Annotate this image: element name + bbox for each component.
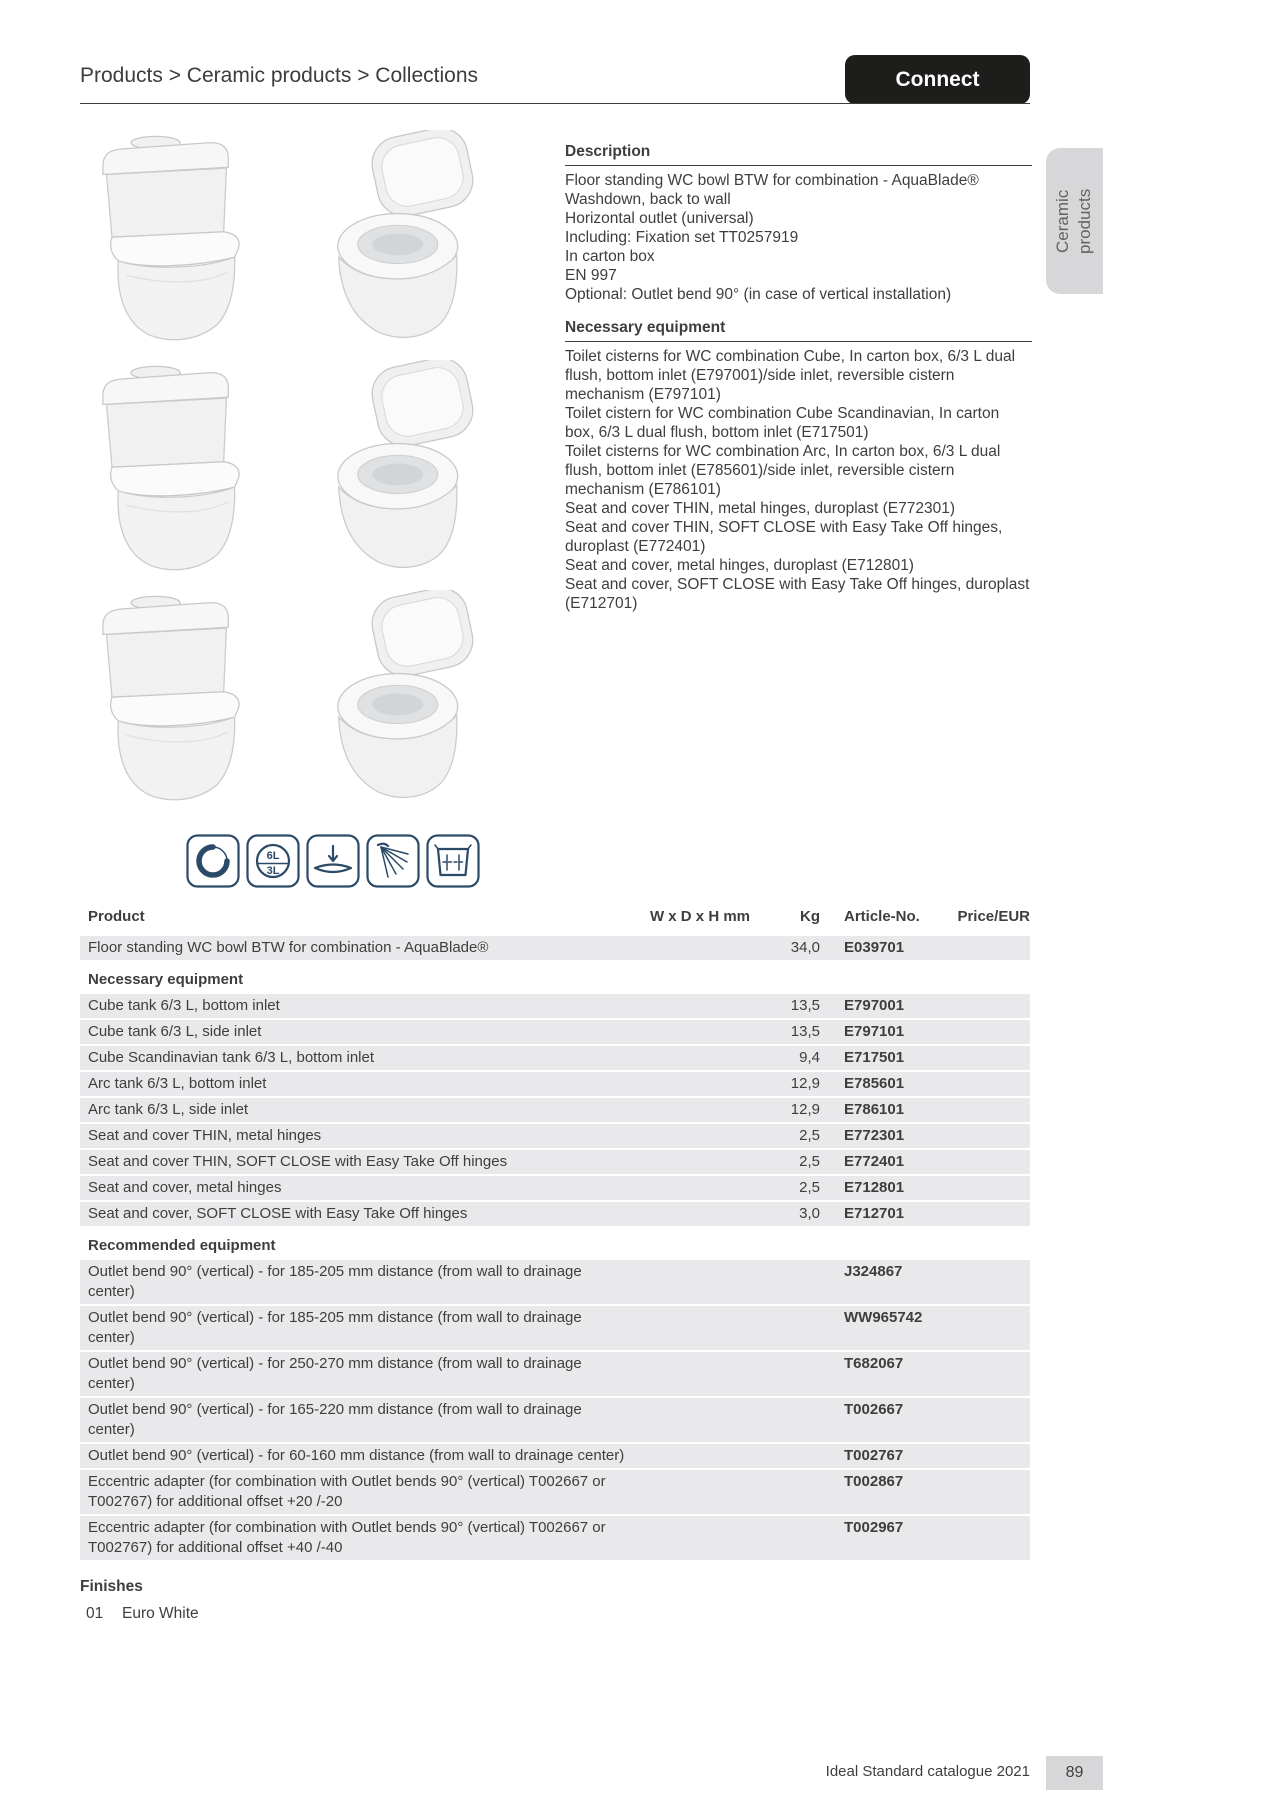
description-title: Description	[565, 142, 1032, 166]
table-row	[80, 1150, 1030, 1174]
cell-article: E712701	[844, 1205, 905, 1222]
cell-article: E039701	[844, 939, 905, 956]
cell-article: T002767	[844, 1447, 904, 1464]
cell-product: Arc tank 6/3 L, side inlet	[88, 1101, 249, 1118]
cell-kg	[750, 1352, 820, 1396]
cell-product: Outlet bend 90° (vertical) - for 250-270 mm distance (from wall to drainage center)	[88, 1355, 582, 1392]
table-row	[80, 1306, 1030, 1350]
table-row	[80, 1352, 1030, 1396]
cell-price	[932, 1352, 1030, 1396]
breadcrumb: Products > Ceramic products > Collections	[80, 64, 479, 87]
cell-price	[932, 1260, 1030, 1304]
cell-kg	[750, 1444, 820, 1468]
finishes-title: Finishes	[80, 1578, 143, 1595]
feature-icon-row	[186, 834, 480, 888]
cell-article: T002867	[844, 1473, 904, 1490]
cell-product: Outlet bend 90° (vertical) - for 185-205 mm distance (from wall to drainage center)	[88, 1263, 582, 1300]
header-divider	[80, 103, 1030, 104]
cell-dims	[638, 1124, 750, 1148]
table-row	[80, 1470, 1030, 1514]
table-row-main	[80, 936, 1030, 960]
table-row	[80, 1516, 1030, 1560]
cell-product: Seat and cover THIN, SOFT CLOSE with Easy Take Off hinges	[88, 1153, 508, 1170]
cell-kg	[750, 1398, 820, 1442]
cell-kg	[750, 1260, 820, 1304]
cell-price	[932, 1176, 1030, 1200]
cell-price	[932, 1444, 1030, 1468]
thin-seat-icon	[306, 834, 360, 888]
necessary-equipment-section	[565, 318, 1032, 613]
cell-article: T002967	[844, 1519, 904, 1536]
dual-flush-top-label: 6L	[266, 850, 280, 862]
product-image-open-1	[302, 126, 508, 352]
product-image-closed-2	[78, 356, 284, 582]
cell-price	[932, 1098, 1030, 1122]
cell-product: Eccentric adapter (for combination with Outlet bends 90° (vertical) T002667 or T002767) for additional offset +40 /-40	[88, 1519, 606, 1556]
dual-flush-icon	[246, 834, 300, 888]
description-section	[565, 142, 1032, 304]
product-text-column	[565, 142, 1032, 613]
cell-price	[932, 1046, 1030, 1070]
cell-dims	[638, 1072, 750, 1096]
description-line: Floor standing WC bowl BTW for combination - AquaBlade®	[565, 172, 979, 189]
cell-article: E717501	[844, 1049, 905, 1066]
cell-kg: 2,5	[799, 1153, 820, 1170]
cell-kg: 34,0	[790, 939, 820, 956]
header-price: Price/EUR	[957, 908, 1030, 925]
cell-dims	[638, 1098, 750, 1122]
description-line: EN 997	[565, 267, 617, 284]
description-line: In carton box	[565, 248, 655, 265]
cell-price	[932, 1072, 1030, 1096]
footer-catalogue-label: Ideal Standard catalogue 2021	[825, 1763, 1030, 1780]
cell-product: Outlet bend 90° (vertical) - for 185-205 mm distance (from wall to drainage center)	[88, 1309, 582, 1346]
table-row	[80, 994, 1030, 1018]
description-line: Washdown, back to wall	[565, 191, 731, 208]
table-row	[80, 1124, 1030, 1148]
cell-article: E786101	[844, 1101, 905, 1118]
side-tab-ceramic-products	[1046, 148, 1103, 294]
cell-article: E712801	[844, 1179, 905, 1196]
cell-product: Seat and cover, metal hinges	[88, 1179, 282, 1196]
cell-dims	[638, 1150, 750, 1174]
cell-price	[932, 1150, 1030, 1174]
dual-flush-bottom-label: 3L	[266, 865, 280, 877]
header-kg: Kg	[800, 908, 820, 925]
cell-dims	[638, 1046, 750, 1070]
product-image-open-2	[302, 356, 508, 582]
finish-row	[80, 1605, 1030, 1623]
header-dimensions: W x D x H mm	[649, 908, 750, 925]
cell-kg: 12,9	[790, 1075, 820, 1092]
cell-price	[932, 936, 1030, 960]
cell-price	[932, 1516, 1030, 1560]
cell-article: E772301	[844, 1127, 905, 1144]
product-image-grid	[78, 126, 508, 812]
product-image-closed-1	[78, 126, 284, 352]
cell-price	[932, 1470, 1030, 1514]
table-row	[80, 1098, 1030, 1122]
cell-product: Outlet bend 90° (vertical) - for 165-220 mm distance (from wall to drainage center)	[88, 1401, 582, 1438]
section-recommended-equipment: Recommended equipment	[88, 1237, 276, 1254]
table-row	[80, 1202, 1030, 1226]
cell-product: Cube Scandinavian tank 6/3 L, bottom inlet	[88, 1049, 375, 1066]
cell-dims	[638, 1176, 750, 1200]
necessary-equipment-line: Toilet cistern for WC combination Cube Scandinavian, In carton box, 6/3 L dual flush, bottom inlet (E717501)	[565, 405, 1000, 441]
cell-dims	[638, 1260, 750, 1304]
cell-product: Arc tank 6/3 L, bottom inlet	[88, 1075, 267, 1092]
cell-price	[932, 1306, 1030, 1350]
cell-price	[932, 1398, 1030, 1442]
cell-dims	[638, 1516, 750, 1560]
cell-kg	[750, 1516, 820, 1560]
cell-dims	[638, 1202, 750, 1226]
cell-product: Outlet bend 90° (vertical) - for 60-160 mm distance (from wall to drainage center)	[88, 1447, 625, 1464]
cell-article: E785601	[844, 1075, 905, 1092]
table-header-row	[80, 905, 1030, 936]
cell-kg: 13,5	[790, 1023, 820, 1040]
cell-price	[932, 1124, 1030, 1148]
cell-kg	[750, 1470, 820, 1514]
table-row	[80, 1020, 1030, 1044]
necessary-equipment-line: Toilet cisterns for WC combination Arc, In carton box, 6/3 L dual flush, bottom inlet (E785601)/side inlet, reversible cistern mechanism (E786101)	[565, 443, 1001, 498]
table-row	[80, 1260, 1030, 1304]
cell-product: Eccentric adapter (for combination with Outlet bends 90° (vertical) T002667 or T002767) for additional offset +20 /-20	[88, 1473, 606, 1510]
cell-kg: 9,4	[799, 1049, 820, 1066]
collection-badge-connect: Connect	[845, 55, 1030, 104]
necessary-equipment-line: Seat and cover THIN, SOFT CLOSE with Easy Take Off hinges, duroplast (E772401)	[565, 519, 1003, 555]
side-tab-label: Ceramic products	[1053, 188, 1095, 254]
cell-article: E797001	[844, 997, 905, 1014]
cell-dims	[638, 994, 750, 1018]
cell-article: E797101	[844, 1023, 905, 1040]
cell-kg: 2,5	[799, 1127, 820, 1144]
necessary-equipment-line: Toilet cisterns for WC combination Cube, In carton box, 6/3 L dual flush, bottom inlet (E797001)/side inlet, reversible cistern mechanism (E797101)	[565, 348, 1016, 403]
cell-product: Seat and cover, SOFT CLOSE with Easy Take Off hinges	[88, 1205, 468, 1222]
cell-price	[932, 994, 1030, 1018]
cell-dims	[638, 1470, 750, 1514]
description-line: Including: Fixation set TT0257919	[565, 229, 799, 246]
table-row	[80, 1072, 1030, 1096]
cell-price	[932, 1020, 1030, 1044]
cell-kg: 12,9	[790, 1101, 820, 1118]
product-table-area	[80, 905, 1030, 1623]
cell-dims	[638, 1444, 750, 1468]
cell-product: Floor standing WC bowl BTW for combination - AquaBlade®	[88, 939, 489, 956]
cell-article: T682067	[844, 1355, 904, 1372]
finishes-section	[80, 1578, 1030, 1623]
description-line: Optional: Outlet bend 90° (in case of vertical installation)	[565, 286, 952, 303]
necessary-equipment-line: Seat and cover, metal hinges, duroplast (E712801)	[565, 557, 914, 574]
cell-dims	[638, 936, 750, 960]
header-product: Product	[88, 908, 145, 925]
cell-article: T002667	[844, 1401, 904, 1418]
table-row	[80, 1444, 1030, 1468]
cell-kg: 13,5	[790, 997, 820, 1014]
table-row	[80, 1176, 1030, 1200]
cell-price	[932, 1202, 1030, 1226]
table-row	[80, 1398, 1030, 1442]
cell-article: E772401	[844, 1153, 905, 1170]
finish-name: Euro White	[122, 1605, 199, 1622]
aquablade-icon	[186, 834, 240, 888]
product-image-closed-3	[78, 586, 284, 812]
table-row	[80, 1046, 1030, 1070]
cell-kg	[750, 1306, 820, 1350]
description-line: Horizontal outlet (universal)	[565, 210, 754, 227]
cell-dims	[638, 1306, 750, 1350]
necessary-equipment-title: Necessary equipment	[565, 318, 1032, 342]
cell-kg: 3,0	[799, 1205, 820, 1222]
cell-kg: 2,5	[799, 1179, 820, 1196]
cell-product: Seat and cover THIN, metal hinges	[88, 1127, 322, 1144]
page-number: 89	[1046, 1756, 1103, 1790]
cell-article: J324867	[844, 1263, 903, 1280]
cell-article: WW965742	[844, 1309, 923, 1326]
cistern-icon	[426, 834, 480, 888]
necessary-equipment-line: Seat and cover THIN, metal hinges, duroplast (E772301)	[565, 500, 956, 517]
product-image-open-3	[302, 586, 508, 812]
section-necessary-equipment: Necessary equipment	[88, 971, 244, 988]
finish-code: 01	[86, 1605, 104, 1622]
cell-dims	[638, 1398, 750, 1442]
cell-product: Cube tank 6/3 L, side inlet	[88, 1023, 262, 1040]
cell-product: Cube tank 6/3 L, bottom inlet	[88, 997, 280, 1014]
flush-spray-icon	[366, 834, 420, 888]
cell-dims	[638, 1020, 750, 1044]
cell-dims	[638, 1352, 750, 1396]
necessary-equipment-line: Seat and cover, SOFT CLOSE with Easy Take Off hinges, duroplast (E712701)	[565, 576, 1030, 612]
header-article-no: Article-No.	[844, 908, 920, 925]
